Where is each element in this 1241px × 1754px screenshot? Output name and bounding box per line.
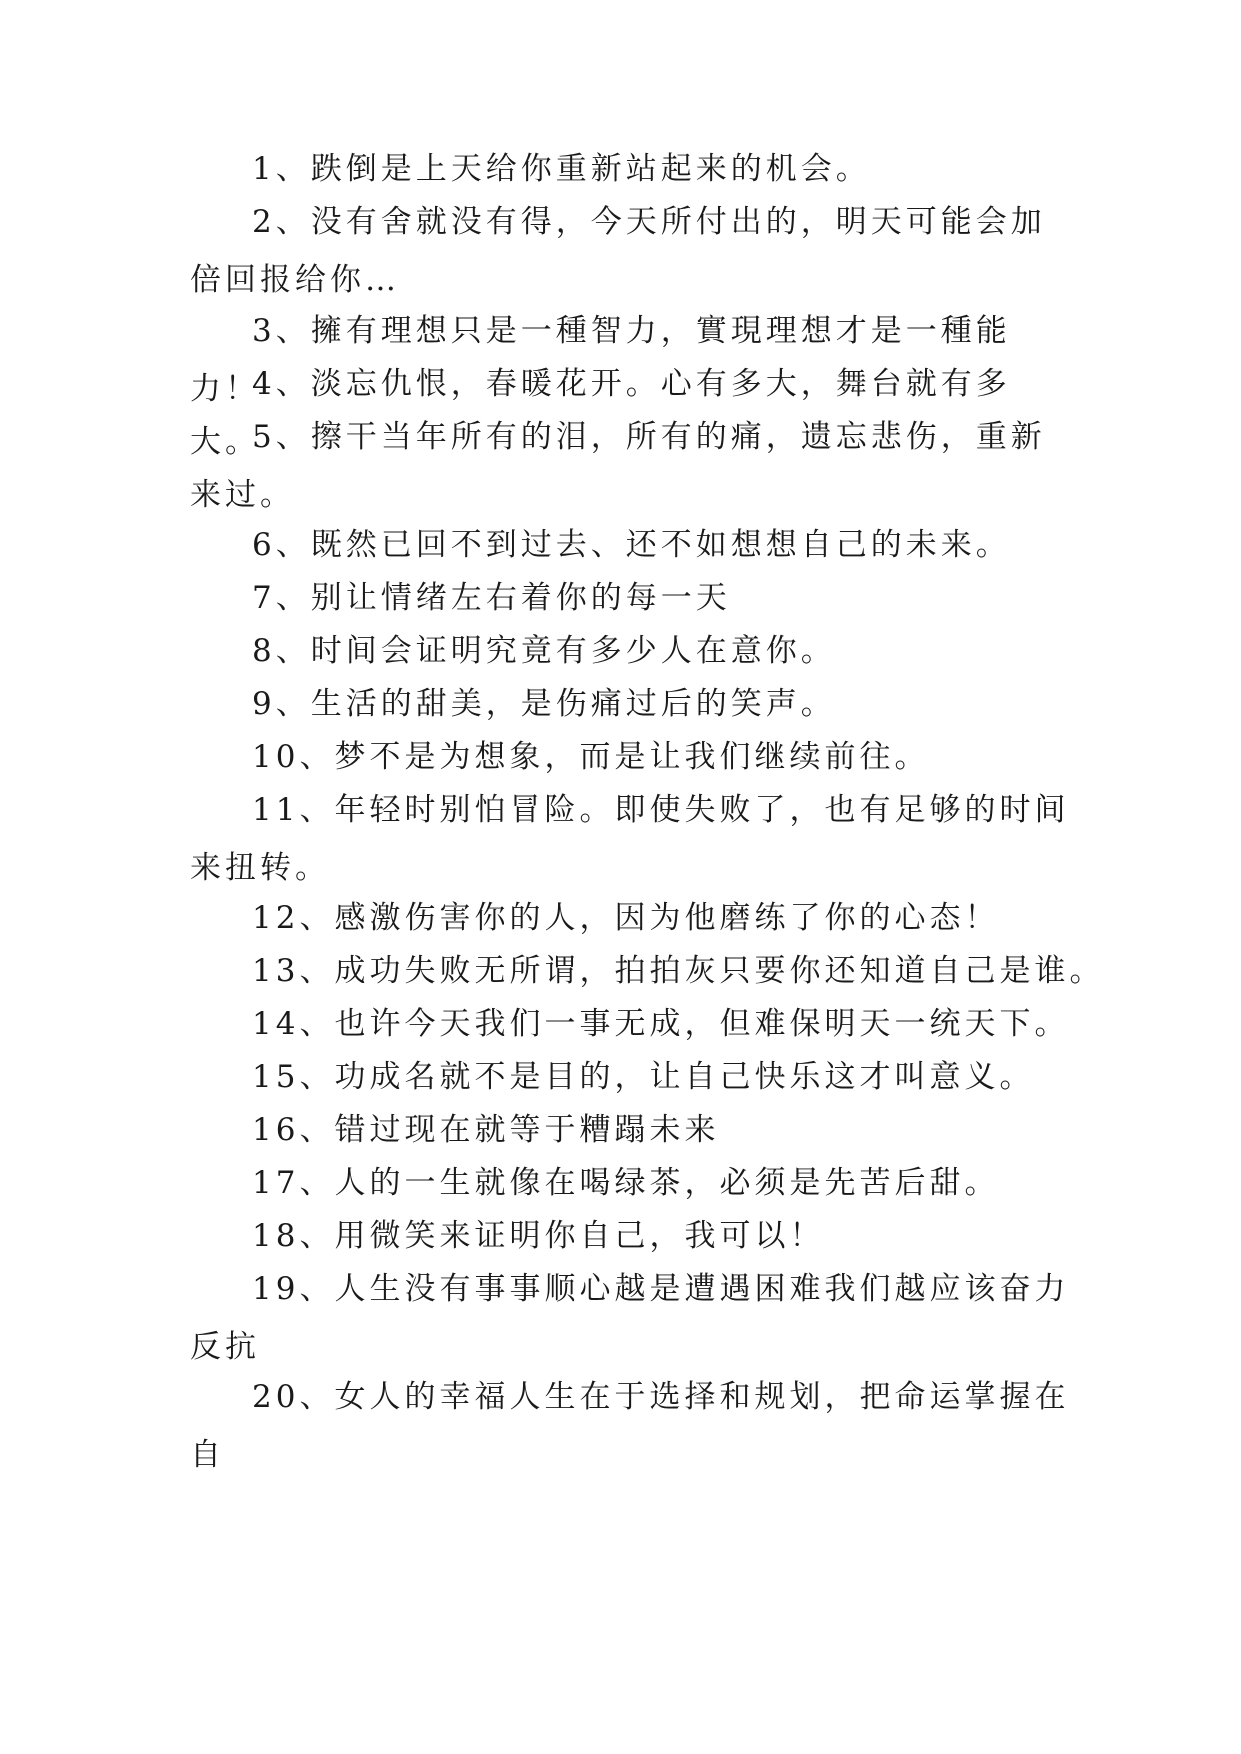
paragraph-7: 7、别让情绪左右着你的每一天 xyxy=(252,580,731,616)
paragraph-19: 19、人生没有事事顺心越是遭遇困难我们越应该奋力反抗 xyxy=(190,1271,1070,1365)
paragraph-9: 9、生活的甜美，是伤痛过后的笑声。 xyxy=(252,686,836,722)
paragraph-12: 12、感激伤害你的人，因为他磨练了你的心态！ xyxy=(252,900,1000,936)
paragraph-5: 5、擦干当年所有的泪，所有的痛，遗忘悲伤，重新来过。 xyxy=(190,419,1046,513)
paragraph-16: 16、错过现在就等于糟蹋未来 xyxy=(252,1112,720,1148)
paragraph-6: 6、既然已回不到过去、还不如想想自己的未来。 xyxy=(252,527,1011,563)
paragraph-3: 3、擁有理想只是一種智力，實現理想才是一種能力！ xyxy=(190,313,1011,407)
paragraph-18: 18、用微笑来证明你自己，我可以！ xyxy=(252,1218,825,1254)
paragraph-17: 17、人的一生就像在喝绿茶，必须是先苦后甜。 xyxy=(252,1165,1000,1201)
paragraph-15: 15、功成名就不是目的，让自己快乐这才叫意义。 xyxy=(252,1059,1035,1095)
paragraph-8: 8、时间会证明究竟有多少人在意你。 xyxy=(252,633,836,669)
paragraph-20: 20、女人的幸福人生在于选择和规划，把命运掌握在自 xyxy=(190,1379,1070,1473)
paragraph-10: 10、梦不是为想象，而是让我们继续前往。 xyxy=(252,739,930,775)
paragraph-11: 11、年轻时别怕冒险。即使失败了，也有足够的时间来扭转。 xyxy=(190,792,1070,886)
paragraph-4: 4、淡忘仇恨，春暖花开。心有多大，舞台就有多大。 xyxy=(190,366,1011,460)
paragraph-13: 13、成功失败无所谓，拍拍灰只要你还知道自己是谁。 xyxy=(252,953,1105,989)
paragraph-2: 2、没有舍就没有得，今天所付出的，明天可能会加倍回报给你… xyxy=(190,204,1046,298)
paragraph-14: 14、也许今天我们一事无成，但难保明天一统天下。 xyxy=(252,1006,1070,1042)
paragraph-1: 1、跌倒是上天给你重新站起来的机会。 xyxy=(252,151,871,187)
